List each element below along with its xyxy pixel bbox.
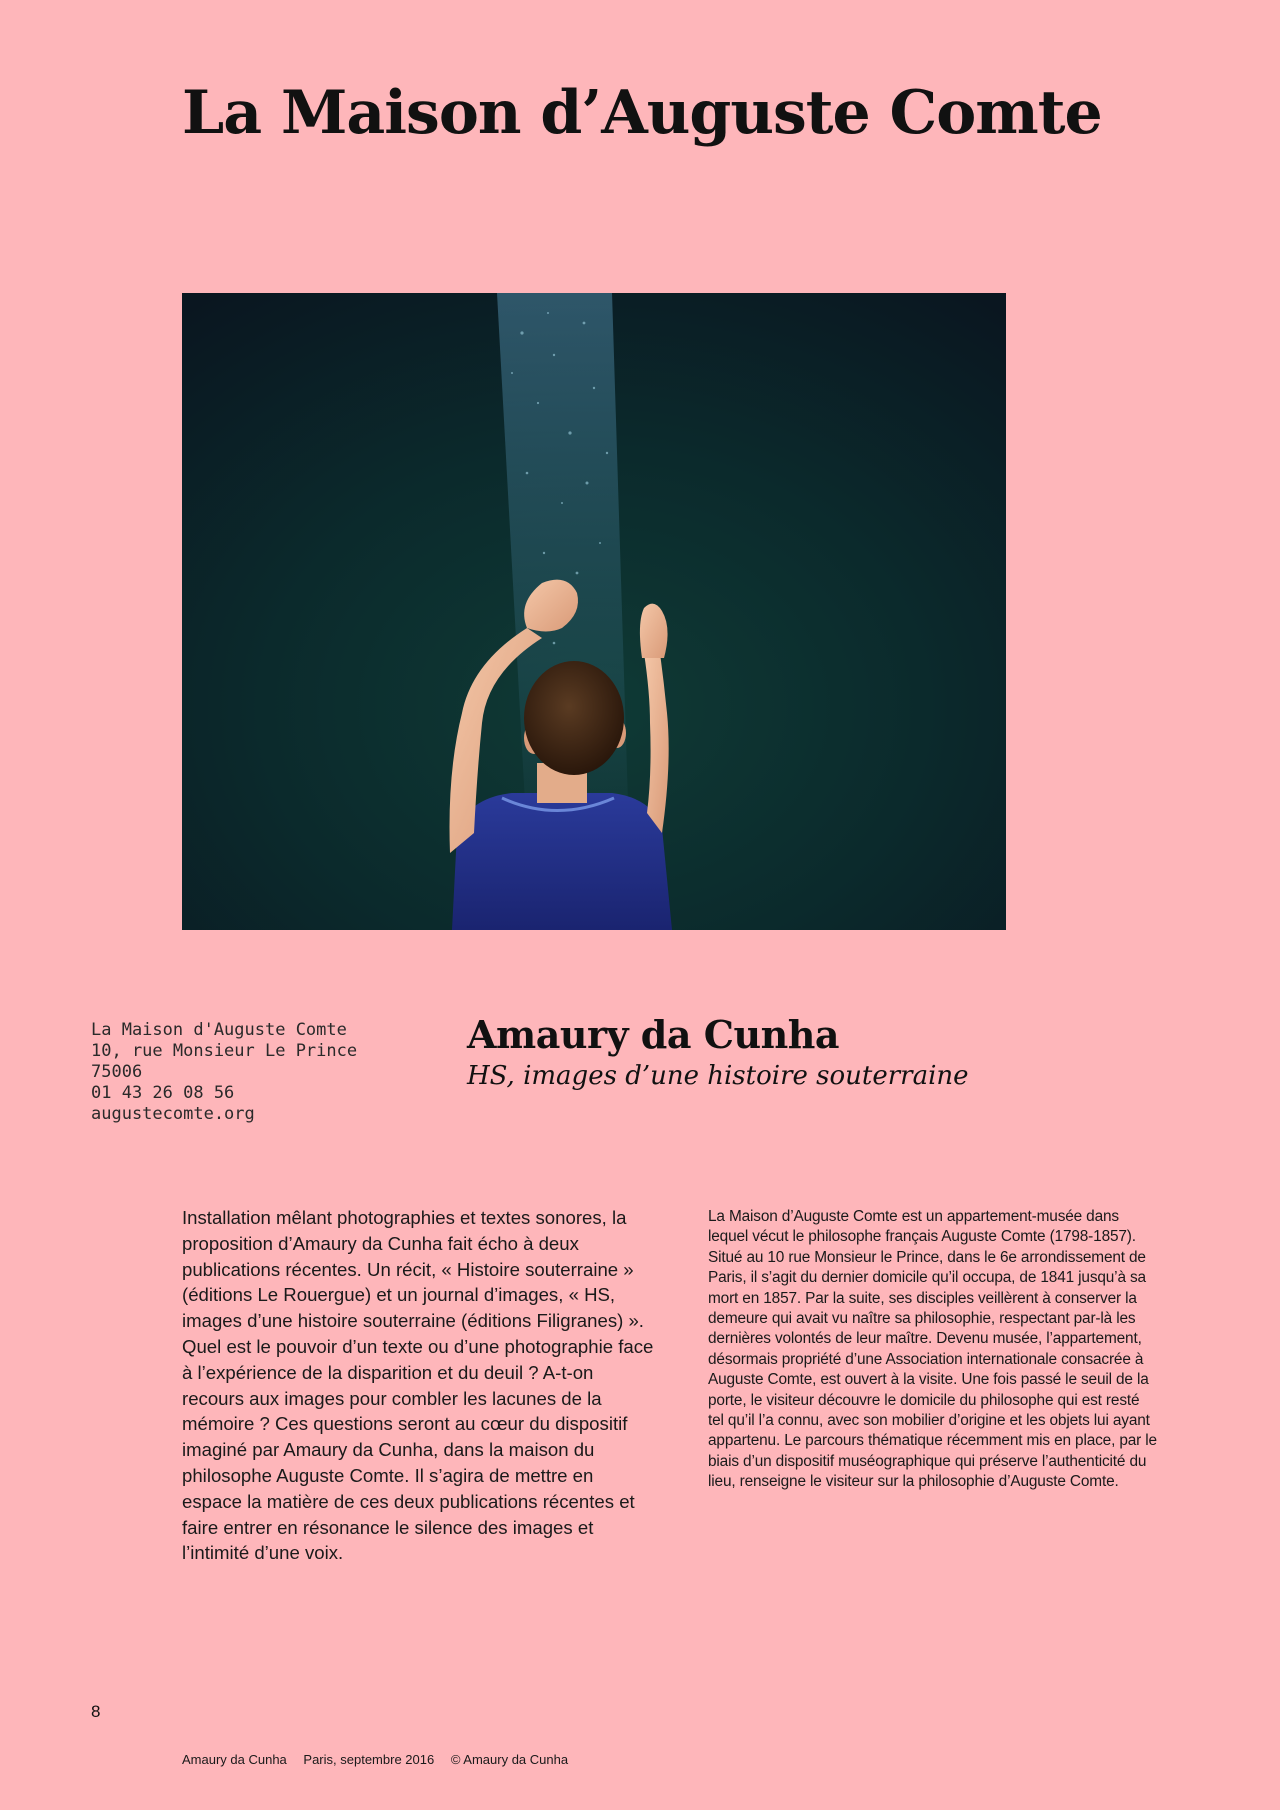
footer-credits xyxy=(182,1752,581,1767)
venue-website-link[interactable]: augustecomte.org xyxy=(91,1104,255,1124)
footer-author: Amaury da Cunha xyxy=(182,1752,287,1767)
photo-boy-underwater xyxy=(182,293,1006,930)
page-title: La Maison d’Auguste Comte xyxy=(182,78,1102,148)
installation-description: Installation mêlant photographies et textes sonores, la proposition d’Amaury da Cunha fait écho à deux publications récentes. Un récit, « Histoire souterraine » (éditions Le Rouergue) et un journal d’images, « HS, images d’une histoire souterraine (éditions Filigranes) ». Quel est le pouvoir d’un texte ou d’une photographie face à l’expérience de la disparition et du deuil ? A-t-on recours aux images pour combler les lacunes de la mémoire ? Ces questions seront au cœur du dispositif imaginé par Amaury da Cunha, dans la maison du philosophe Auguste Comte. Il s’agira de mettre en espace la matière de ces deux publications récentes et faire entrer en résonance le silence des images et l’intimité d’une voix. xyxy=(182,1207,654,1564)
photo-illustration xyxy=(182,293,1006,930)
museum-description: La Maison d’Auguste Comte est un appartement-musée dans lequel vécut le philosophe français Auguste Comte (1798-1857). Situé au 10 rue Monsieur le Prince, dans le 6e arrondissement de Paris, il s’agit du dernier domicile qu’il occupa, de 1841 jusqu’à sa mort en 1857. Par la suite, ses disciples veillèrent à conserver la demeure qui avait vu naître sa philosophie, respectant par-là les dernières volontés de leur maître. Devenu musée, l’appartement, désormais propriété d’une Association internationale consacrée à Auguste Comte, est ouvert à la visite. Une fois passé le seuil de la porte, le visiteur découvre le domicile du philosophe qui est resté tel qu’il l’a connu, avec son mobilier d’origine et les objets lui ayant appartenu. Le parcours thématique récemment mis en place, par le biais d’un dispositif muséographique qui préserve l’authenticité du lieu, renseigne le visiteur sur la philosophie d’Auguste Comte. xyxy=(708,1208,1157,1491)
artist-name: Amaury da Cunha xyxy=(467,1012,839,1057)
footer-copyright: © Amaury da Cunha xyxy=(450,1752,569,1767)
body-column-right xyxy=(708,1207,1158,1493)
artist-heading xyxy=(467,1012,969,1093)
body-column-left xyxy=(182,1205,657,1566)
venue-phone: 01 43 26 08 56 xyxy=(91,1083,235,1103)
work-title: HS, images d’une histoire souterraine xyxy=(467,1060,969,1091)
venue-postcode: 75006 xyxy=(91,1062,143,1082)
venue-address-block xyxy=(91,1020,357,1125)
footer-place-date: Paris, septembre 2016 xyxy=(303,1752,435,1767)
venue-street: 10, rue Monsieur Le Prince xyxy=(91,1041,358,1061)
page-number: 8 xyxy=(91,1702,101,1721)
venue-name: La Maison d'Auguste Comte xyxy=(91,1020,347,1040)
